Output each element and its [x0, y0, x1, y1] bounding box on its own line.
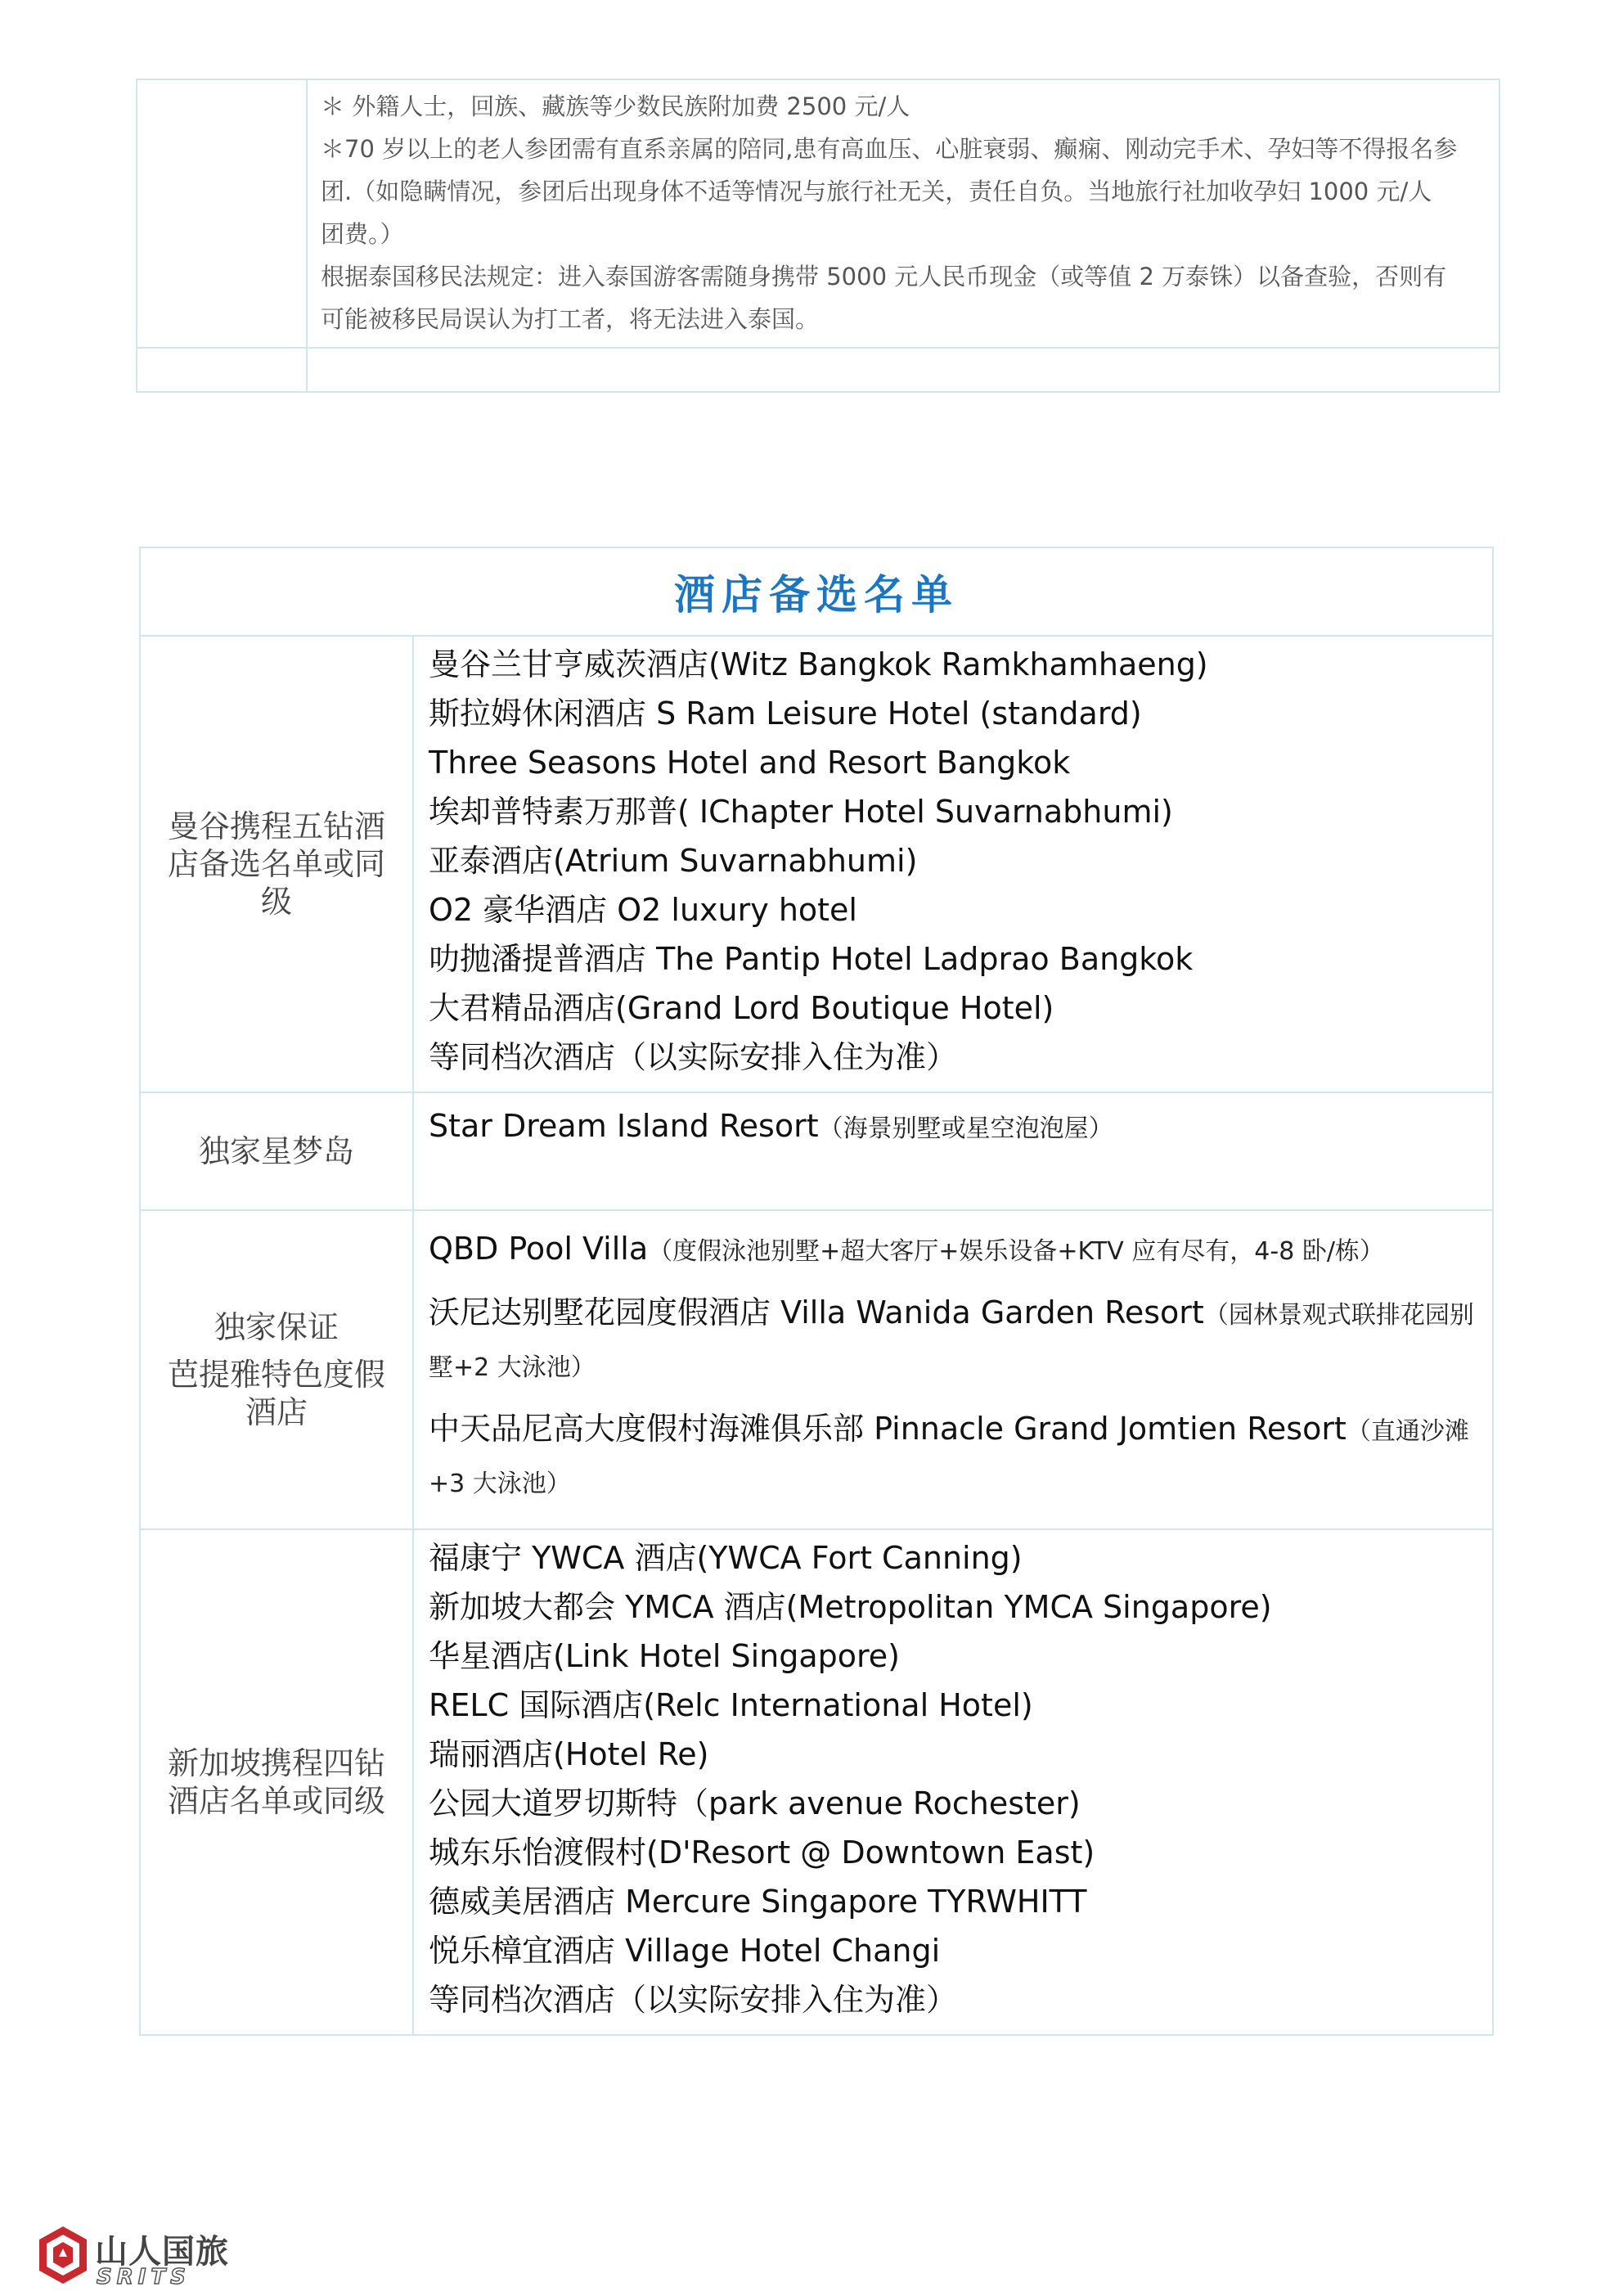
hotel-item: 等同档次酒店（以实际安排入住为准）: [429, 1039, 958, 1075]
hotel-item: O2 豪华酒店 O2 luxury hotel: [429, 892, 857, 928]
note-line: ＊70 岁以上的老人参团需有直系亲属的陪同,患有高血压、心脏衰弱、癫痫、刚动完手术、孕妇等不得报名参: [321, 135, 1458, 163]
hotel-list-table: [139, 547, 1494, 2036]
category-bangkok: 曼谷携程五钻酒店备选名单或同级: [140, 636, 413, 1092]
hotel-item: 埃却普特素万那普( IChapter Hotel Suvarnabhumi): [429, 794, 1173, 830]
hotel-name: QBD Pool Villa: [429, 1231, 649, 1267]
hotel-list-bangkok: [413, 636, 1493, 1092]
hotel-item: 悦乐樟宜酒店 Village Hotel Changi: [429, 1933, 941, 1969]
note-line: 团费。）: [321, 220, 404, 248]
note-line: ＊ 外籍人士，回族、藏族等少数民族附加费 2500 元/人: [321, 92, 910, 120]
category-singapore: 新加坡携程四钻酒店名单或同级: [140, 1529, 413, 2035]
hotel-name: 中天品尼高大度假村海滩俱乐部 Pinnacle Grand Jomtien Resort: [429, 1411, 1347, 1447]
note-line: 根据泰国移民法规定：进入泰国游客需随身携带 5000 元人民币现金（或等值 2 万泰铢）以备查验，否则有: [321, 263, 1447, 290]
category-pattaya: [140, 1210, 413, 1529]
note-line: 团.（如隐瞒情况，参团后出现身体不适等情况与旅行社无关，责任自负。当地旅行社加收孕妇 1000 元/人: [321, 178, 1432, 205]
company-logo: [36, 2224, 232, 2289]
hotel-item: 叻抛潘提普酒店 The Pantip Hotel Ladprao Bangkok: [429, 941, 1194, 977]
logo-name-cn: 山人国旅: [95, 2233, 229, 2271]
empty-cell: [307, 348, 1499, 392]
hotel-item: 华星酒店(Link Hotel Singapore): [429, 1638, 900, 1674]
category-pattaya-line2: 芭提雅特色度假酒店: [167, 1357, 385, 1430]
hotel-item: 斯拉姆休闲酒店 S Ram Leisure Hotel (standard): [429, 696, 1142, 732]
logo-hexagon-icon: [36, 2224, 90, 2286]
hotel-item: 福康宁 YWCA 酒店(YWCA Fort Canning): [429, 1540, 1023, 1576]
category-star-dream: 独家星梦岛: [140, 1092, 413, 1210]
hotel-item: [429, 1404, 1477, 1509]
hotel-list-title: 酒店备选名单: [140, 547, 1493, 636]
hotel-note: （园林景观式联排花园别墅+2 大泳池）: [429, 1301, 1474, 1382]
hotel-item: [429, 1224, 1477, 1276]
note-line: 可能被移民局误认为打工者，将无法进入泰国。: [321, 305, 820, 333]
hotel-item: [429, 1101, 1477, 1154]
category-pattaya-line1: 独家保证: [214, 1309, 339, 1345]
hotel-item: 亚泰酒店(Atrium Suvarnabhumi): [429, 843, 918, 879]
hotel-list-star-dream: [413, 1092, 1493, 1210]
hotel-row-star-dream: [140, 1092, 1493, 1210]
hotel-row-singapore: [140, 1529, 1493, 2035]
hotel-item: 公园大道罗切斯特（park avenue Rochester): [429, 1785, 1081, 1821]
hotel-table-header-row: [140, 547, 1493, 636]
hotel-list-singapore: [413, 1529, 1493, 2035]
notes-label-cell: [137, 79, 307, 348]
hotel-name: Star Dream Island Resort: [429, 1108, 819, 1144]
empty-cell: [137, 348, 307, 392]
logo-name-en: SRITS: [97, 2265, 191, 2289]
notes-row: [137, 79, 1499, 348]
hotel-item: 德威美居酒店 Mercure Singapore TYRWHITT: [429, 1884, 1087, 1920]
hotel-row-pattaya: [140, 1210, 1493, 1529]
hotel-item: RELC 国际酒店(Relc International Hotel): [429, 1687, 1033, 1723]
hotel-note: （海景别墅或星空泡泡屋）: [818, 1114, 1113, 1143]
hotel-row-bangkok: [140, 636, 1493, 1092]
hotel-name: 沃尼达别墅花园度假酒店 Villa Wanida Garden Resort: [429, 1294, 1204, 1330]
hotel-item: 城东乐怡渡假村(D'Resort @ Downtown East): [429, 1835, 1095, 1871]
hotel-note: （度假泳池别墅+超大客厅+娱乐设备+KTV 应有尽有，4-8 卧/栋）: [648, 1237, 1384, 1266]
hotel-note: （直通沙滩+3 大泳池）: [429, 1417, 1469, 1498]
notes-table: [136, 79, 1500, 393]
hotel-item: 大君精品酒店(Grand Lord Boutique Hotel): [429, 990, 1054, 1026]
hotel-item: 等同档次酒店（以实际安排入住为准）: [429, 1982, 958, 2018]
hotel-item: Three Seasons Hotel and Resort Bangkok: [429, 745, 1071, 781]
hotel-item: 新加坡大都会 YMCA 酒店(Metropolitan YMCA Singapore): [429, 1589, 1272, 1625]
hotel-item: 曼谷兰甘亨威茨酒店(Witz Bangkok Ramkhamhaeng): [429, 646, 1208, 682]
notes-empty-row: [137, 348, 1499, 392]
hotel-item: 瑞丽酒店(Hotel Re): [429, 1736, 709, 1772]
notes-cell: [307, 79, 1499, 348]
hotel-item: [429, 1288, 1477, 1393]
hotel-list-pattaya: [413, 1210, 1493, 1529]
